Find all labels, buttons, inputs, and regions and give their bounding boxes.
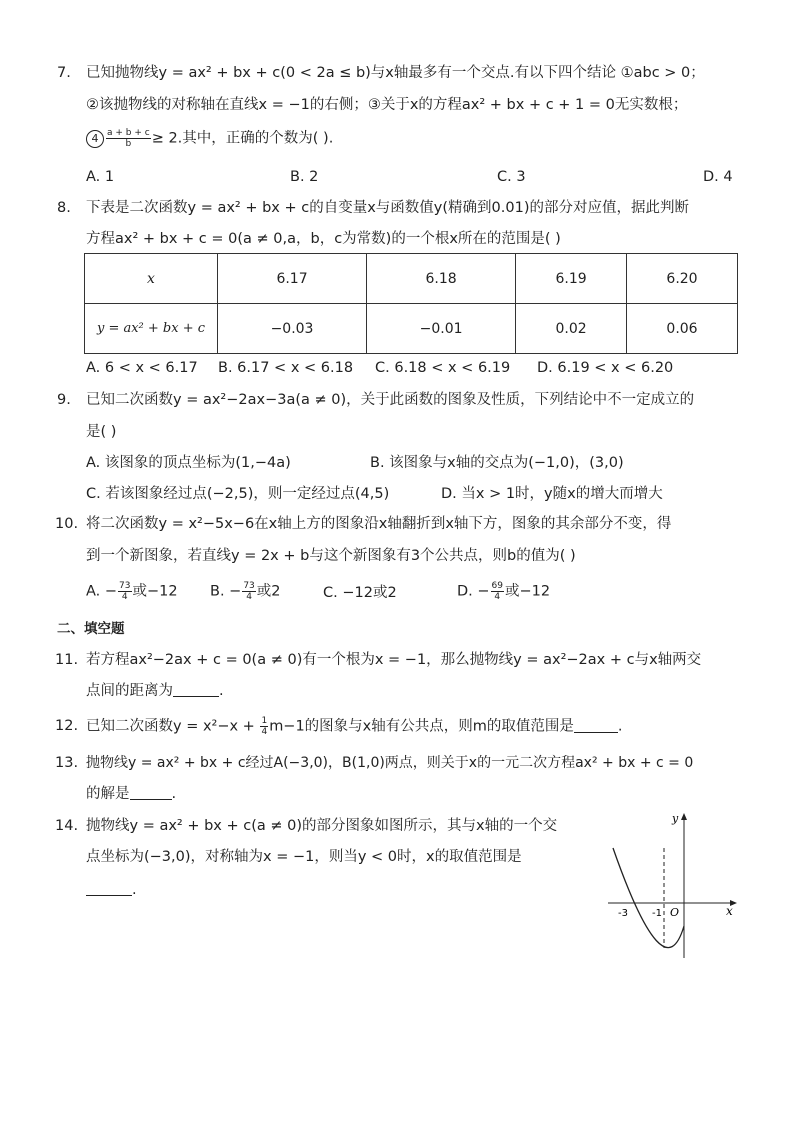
- origin-label: O: [670, 906, 680, 919]
- q14-number: 14.: [55, 818, 79, 834]
- q9-option-d: D. 当x > 1时，y随x的增大而增大: [441, 486, 663, 502]
- q7-line1: 已知抛物线y = ax² + bx + c(0 < 2a ≤ b)与x轴最多有一个交点.有以下四个结论 ①abc > 0；: [86, 65, 705, 81]
- table-row-y: [85, 304, 738, 354]
- y-label: y: [672, 812, 679, 825]
- q14-line1: 抛物线y = ax² + bx + c(a ≠ 0)的部分图象如图所示，其与x轴的一个交: [86, 818, 558, 834]
- q10-option-b: [210, 581, 281, 602]
- q10-a-bot: 4: [121, 592, 128, 602]
- q11-number: 11.: [55, 652, 79, 668]
- q7-fraction: [106, 128, 151, 149]
- tick-label-neg1: -1: [652, 908, 662, 919]
- q13-answer-blank: [130, 785, 172, 800]
- q11-answer-blank: [173, 682, 219, 697]
- q12-end: .: [617, 718, 623, 735]
- table-cell-x2: 6.18: [367, 254, 516, 304]
- parabola-figure: [600, 808, 745, 968]
- q7-number: 7.: [57, 65, 71, 81]
- circled-number-4: 4: [86, 130, 104, 148]
- q8-number: 8.: [57, 200, 71, 216]
- q8-line1: 下表是二次函数y = ax² + bx + c的自变量x与函数值y(精确到0.01)的部分对应值，据此判断: [86, 200, 689, 216]
- q7-option-c: C. 3: [497, 169, 526, 185]
- q10-b-post: 或2: [256, 583, 281, 600]
- q7-frac-top: a + b + c: [107, 128, 150, 138]
- q11-line2: [86, 681, 224, 701]
- q10-option-c: C. −12或2: [323, 585, 397, 601]
- q12-line: [86, 716, 623, 737]
- q10-d-post: 或−12: [505, 583, 551, 600]
- tick-label-neg3: -3: [618, 908, 628, 919]
- q14-line3: [86, 880, 137, 900]
- q9-option-a: A. 该图象的顶点坐标为(1,−4a): [86, 455, 291, 471]
- y-axis-arrow: [681, 813, 687, 820]
- table-cell-x4: 6.20: [627, 254, 738, 304]
- table-header-y: y = ax² + bx + c: [85, 304, 218, 354]
- q10-option-d: [457, 581, 550, 602]
- q12-post: m−1的图象与x轴有公共点，则m的取值范围是: [269, 718, 574, 735]
- q13-line1: 抛物线y = ax² + bx + c经过A(−3,0)，B(1,0)两点，则关于x的一元二次方程ax² + bx + c = 0: [86, 755, 694, 771]
- q10-line1: 将二次函数y = x²−5x−6在x轴上方的图象沿x轴翻折到x轴下方，图象的其余部分不变，得: [86, 516, 672, 532]
- q8-option-b: B. 6.17 < x < 6.18: [218, 360, 354, 376]
- q13-line2: [86, 784, 176, 804]
- values-table: [84, 253, 738, 354]
- q12-number: 12.: [55, 718, 79, 734]
- q13-line2-end: .: [171, 786, 177, 802]
- q11-line2-text: 点间的距离为: [86, 683, 173, 699]
- q10-b-pre: B. −: [210, 583, 242, 600]
- q13-number: 13.: [55, 755, 79, 771]
- x-label: x: [726, 904, 733, 918]
- q7-frac-bottom: b: [125, 139, 132, 149]
- q9-option-b: B. 该图象与x轴的交点为(−1,0)，(3,0): [370, 455, 624, 471]
- q9-number: 9.: [57, 392, 71, 408]
- q8-line2: 方程ax² + bx + c = 0(a ≠ 0,a，b，c为常数)的一个根x所在的范围是( ): [86, 231, 561, 247]
- q10-d-pre: D. −: [457, 583, 490, 600]
- parabola-curve: [613, 848, 684, 948]
- q14-line3-end: .: [132, 882, 137, 898]
- q10-b-bot: 4: [246, 592, 252, 602]
- table-cell-y1: −0.03: [218, 304, 367, 354]
- q10-number: 10.: [55, 516, 79, 532]
- table-cell-x1: 6.17: [218, 254, 367, 304]
- q7-line3-rest: ≥ 2.其中，正确的个数为( ).: [151, 130, 334, 147]
- table-cell-y4: 0.06: [627, 304, 738, 354]
- q11-line1: 若方程ax²−2ax + c = 0(a ≠ 0)有一个根为x = −1，那么抛物线y = ax²−2ax + c与x轴两交: [86, 652, 702, 668]
- q10-b-top: 73: [243, 581, 255, 591]
- q10-d-bot: 4: [494, 592, 501, 602]
- q14-line2: 点坐标为(−3,0)，对称轴为x = −1，则当y < 0时，x的取值范围是: [86, 849, 522, 865]
- q9-option-c: C. 若该图象经过点(−2,5)，则一定经过点(4,5): [86, 486, 390, 502]
- q14-answer-blank: [86, 881, 132, 896]
- q7-option-a: A. 1: [86, 169, 115, 185]
- q8-option-c: C. 6.18 < x < 6.19: [375, 360, 511, 376]
- section-fill-in-heading: 二、填空题: [57, 621, 125, 637]
- table-cell-y2: −0.01: [367, 304, 516, 354]
- q10-line2: 到一个新图象，若直线y = 2x + b与这个新图象有3个公共点，则b的值为( ): [86, 548, 576, 564]
- q9-line2: 是( ): [86, 424, 117, 440]
- q10-a-post: 或−12: [132, 583, 178, 600]
- q12-answer-blank: [574, 718, 618, 733]
- q9-line1: 已知二次函数y = ax²−2ax−3a(a ≠ 0)，关于此函数的图象及性质，下列结论中不一定成立的: [86, 392, 695, 408]
- q10-a-top: 73: [119, 581, 131, 591]
- q8-option-d: D. 6.19 < x < 6.20: [537, 360, 674, 376]
- q12-frac-bot: 4: [261, 727, 268, 737]
- q12-frac-top: 1: [261, 716, 268, 726]
- q11-line2-end: .: [219, 683, 224, 699]
- q7-line2: ②该抛物线的对称轴在直线x = −1的右侧；③关于x的方程ax² + bx + c + 1 = 0无实数根；: [86, 97, 688, 113]
- q12-pre: 已知二次函数y = x²−x +: [86, 718, 260, 735]
- q10-d-top: 69: [491, 581, 503, 591]
- q10-a-pre: A. −: [86, 583, 118, 600]
- table-cell-x3: 6.19: [516, 254, 627, 304]
- table-row-x: [85, 254, 738, 304]
- table-header-x: x: [85, 254, 218, 304]
- q8-option-a: A. 6 < x < 6.17: [86, 360, 198, 376]
- table-cell-y3: 0.02: [516, 304, 627, 354]
- q7-option-d: D. 4: [703, 169, 733, 185]
- q10-option-a: [86, 581, 178, 602]
- q7-option-b: B. 2: [290, 169, 319, 185]
- q13-line2-text: 的解是: [86, 786, 130, 802]
- q7-line3: [86, 128, 333, 149]
